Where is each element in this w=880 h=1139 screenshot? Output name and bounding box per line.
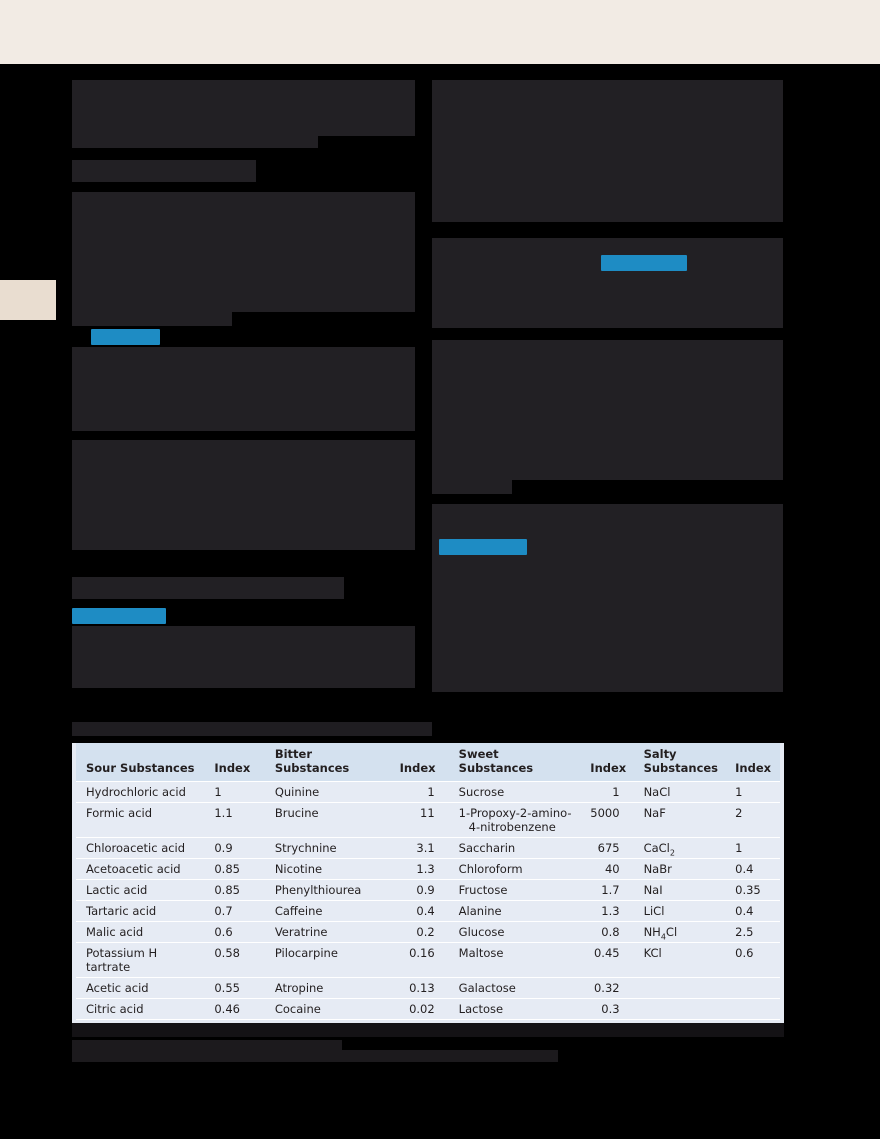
redacted-heading bbox=[72, 160, 256, 182]
salty-formula: CaCl bbox=[643, 841, 670, 855]
salty-substance bbox=[634, 999, 726, 1020]
redacted-paragraph bbox=[72, 80, 415, 136]
table-row bbox=[76, 922, 780, 943]
col-header-salty-line2: Substances bbox=[643, 761, 719, 775]
sweet-substance-line1: Galactose bbox=[458, 981, 516, 995]
sweet-substance bbox=[449, 880, 581, 901]
table-row bbox=[76, 859, 780, 880]
redacted-paragraph bbox=[72, 347, 415, 431]
table-footnote-redacted bbox=[72, 1023, 784, 1037]
salty-formula: KCl bbox=[643, 946, 662, 960]
sour-substance: Citric acid bbox=[76, 999, 204, 1020]
sweet-substance bbox=[449, 838, 581, 859]
sour-index: 0.6 bbox=[204, 922, 264, 943]
bitter-index: 1 bbox=[390, 782, 449, 803]
sour-index: 0.7 bbox=[204, 901, 264, 922]
sour-substance: Acetic acid bbox=[76, 978, 204, 999]
sweet-index: 5000 bbox=[580, 803, 633, 838]
salty-formula: NaCl bbox=[643, 785, 671, 799]
bitter-index: 3.1 bbox=[390, 838, 449, 859]
salty-formula: NH bbox=[643, 925, 661, 939]
sweet-substance-line2: 4-nitrobenzene bbox=[468, 820, 556, 834]
taste-table bbox=[76, 743, 780, 1040]
salty-formula-subscript: 4 bbox=[660, 932, 666, 942]
redacted-paragraph bbox=[432, 80, 783, 222]
sweet-substance-line1: Fructose bbox=[458, 883, 508, 897]
page-header-band bbox=[0, 0, 880, 64]
table-reference-link[interactable] bbox=[91, 329, 160, 345]
col-header-sweet: Sweet Substances bbox=[458, 747, 534, 775]
figure-reference-link[interactable] bbox=[72, 608, 166, 624]
sweet-substance-line1: Lactose bbox=[458, 1002, 504, 1016]
bitter-substance: Caffeine bbox=[265, 901, 390, 922]
sweet-index: 0.32 bbox=[580, 978, 633, 999]
bitter-index: 1.3 bbox=[390, 859, 449, 880]
sour-index: 1.1 bbox=[204, 803, 264, 838]
table-row bbox=[76, 943, 780, 978]
salty-substance bbox=[634, 901, 726, 922]
sweet-index: 0.3 bbox=[580, 999, 633, 1020]
sweet-substance-line1: Chloroform bbox=[458, 862, 523, 876]
table-row bbox=[76, 782, 780, 803]
col-header-salty-index: Index bbox=[735, 761, 772, 775]
bitter-index: 0.16 bbox=[390, 943, 449, 978]
col-header-sweet-index: Index bbox=[590, 761, 627, 775]
salty-index: 0.6 bbox=[725, 943, 780, 978]
salty-substance bbox=[634, 859, 726, 880]
salty-substance bbox=[634, 978, 726, 999]
sweet-index: 1.3 bbox=[580, 901, 633, 922]
salty-index: 2.5 bbox=[725, 922, 780, 943]
salty-substance bbox=[634, 838, 726, 859]
salty-index bbox=[725, 978, 780, 999]
bitter-substance: Brucine bbox=[265, 803, 390, 838]
redacted-paragraph bbox=[72, 626, 415, 688]
bitter-index: 0.2 bbox=[390, 922, 449, 943]
col-header-sour: Sour Substances bbox=[86, 761, 195, 775]
redacted-paragraph bbox=[72, 440, 415, 550]
redacted-heading bbox=[72, 577, 344, 599]
redacted-paragraph bbox=[432, 340, 783, 480]
bitter-substance: Phenylthiourea bbox=[265, 880, 390, 901]
sour-index: 0.9 bbox=[204, 838, 264, 859]
bitter-index: 11 bbox=[390, 803, 449, 838]
sweet-index: 1.7 bbox=[580, 880, 633, 901]
sweet-index: 0.45 bbox=[580, 943, 633, 978]
redacted-paragraph-end bbox=[72, 136, 318, 148]
sour-substance: Chloroacetic acid bbox=[76, 838, 204, 859]
salty-index: 1 bbox=[725, 838, 780, 859]
sour-substance: Acetoacetic acid bbox=[76, 859, 204, 880]
sweet-substance-line1: Sucrose bbox=[458, 785, 505, 799]
salty-index: 1 bbox=[725, 782, 780, 803]
bitter-substance: Quinine bbox=[265, 782, 390, 803]
sweet-index: 40 bbox=[580, 859, 633, 880]
redacted-paragraph-end bbox=[72, 312, 232, 326]
table-row bbox=[76, 978, 780, 999]
sour-substance: Hydrochloric acid bbox=[76, 782, 204, 803]
sour-index: 1 bbox=[204, 782, 264, 803]
table-row bbox=[76, 999, 780, 1020]
salty-formula: NaF bbox=[643, 806, 666, 820]
sour-substance: Tartaric acid bbox=[76, 901, 204, 922]
bitter-substance: Veratrine bbox=[265, 922, 390, 943]
salty-formula-tail: Cl bbox=[665, 925, 678, 939]
chapter-tab bbox=[0, 280, 56, 320]
sweet-substance bbox=[449, 859, 581, 880]
salty-index: 0.4 bbox=[725, 901, 780, 922]
col-header-sour-index: Index bbox=[214, 761, 251, 775]
col-header-salty-line1: Salty bbox=[643, 747, 677, 761]
table-row bbox=[76, 880, 780, 901]
sour-index: 0.58 bbox=[204, 943, 264, 978]
sweet-substance-line1: Alanine bbox=[458, 904, 502, 918]
table-row bbox=[76, 901, 780, 922]
salty-substance bbox=[634, 803, 726, 838]
table-header-row bbox=[76, 743, 780, 782]
sweet-substance bbox=[449, 901, 581, 922]
bitter-index: 0.4 bbox=[390, 901, 449, 922]
redacted-paragraph-end bbox=[432, 480, 512, 494]
bitter-substance: Strychnine bbox=[265, 838, 390, 859]
sour-substance: Malic acid bbox=[76, 922, 204, 943]
sweet-index: 0.8 bbox=[580, 922, 633, 943]
figure-reference-link[interactable] bbox=[601, 255, 687, 271]
sweet-substance bbox=[449, 978, 581, 999]
bitter-substance: Nicotine bbox=[265, 859, 390, 880]
redacted-paragraph bbox=[432, 504, 783, 692]
sour-substance: Potassium H tartrate bbox=[76, 943, 204, 978]
table-row bbox=[76, 803, 780, 838]
sweet-index: 675 bbox=[580, 838, 633, 859]
figure-reference-link[interactable] bbox=[439, 539, 527, 555]
salty-formula: NaI bbox=[643, 883, 663, 897]
sour-index: 0.46 bbox=[204, 999, 264, 1020]
salty-substance bbox=[634, 922, 726, 943]
sweet-substance bbox=[449, 943, 581, 978]
sweet-substance-line1: Glucose bbox=[458, 925, 505, 939]
bitter-substance: Pilocarpine bbox=[265, 943, 390, 978]
bitter-substance: Cocaine bbox=[265, 999, 390, 1020]
salty-formula: LiCl bbox=[643, 904, 665, 918]
col-header-bitter: Bitter Substances bbox=[274, 747, 350, 775]
sweet-substance bbox=[449, 922, 581, 943]
salty-index bbox=[725, 999, 780, 1020]
salty-substance bbox=[634, 782, 726, 803]
sour-index: 0.85 bbox=[204, 859, 264, 880]
footnote-line-redacted bbox=[72, 1050, 558, 1062]
sweet-substance-line1: 1-Propoxy-2-amino- bbox=[458, 806, 572, 820]
col-header-salty bbox=[634, 743, 726, 782]
redacted-paragraph bbox=[432, 238, 783, 328]
sweet-substance bbox=[449, 782, 581, 803]
sweet-substance bbox=[449, 803, 581, 838]
salty-formula: NaBr bbox=[643, 862, 672, 876]
sweet-index: 1 bbox=[580, 782, 633, 803]
salty-index: 2 bbox=[725, 803, 780, 838]
bitter-index: 0.02 bbox=[390, 999, 449, 1020]
redacted-paragraph bbox=[72, 192, 415, 312]
sweet-substance-line1: Maltose bbox=[458, 946, 504, 960]
col-header-bitter-index: Index bbox=[399, 761, 436, 775]
taste-index-table bbox=[72, 743, 784, 1023]
sour-substance: Lactic acid bbox=[76, 880, 204, 901]
salty-formula-subscript: 2 bbox=[669, 848, 675, 858]
sour-substance: Formic acid bbox=[76, 803, 204, 838]
bitter-index: 0.9 bbox=[390, 880, 449, 901]
table-row bbox=[76, 838, 780, 859]
salty-substance bbox=[634, 880, 726, 901]
salty-index: 0.4 bbox=[725, 859, 780, 880]
bitter-index: 0.13 bbox=[390, 978, 449, 999]
bitter-substance: Atropine bbox=[265, 978, 390, 999]
salty-index: 0.35 bbox=[725, 880, 780, 901]
sour-index: 0.85 bbox=[204, 880, 264, 901]
sour-index: 0.55 bbox=[204, 978, 264, 999]
sweet-substance-line1: Saccharin bbox=[458, 841, 516, 855]
salty-substance bbox=[634, 943, 726, 978]
sweet-substance bbox=[449, 999, 581, 1020]
table-title-redacted bbox=[72, 722, 432, 736]
